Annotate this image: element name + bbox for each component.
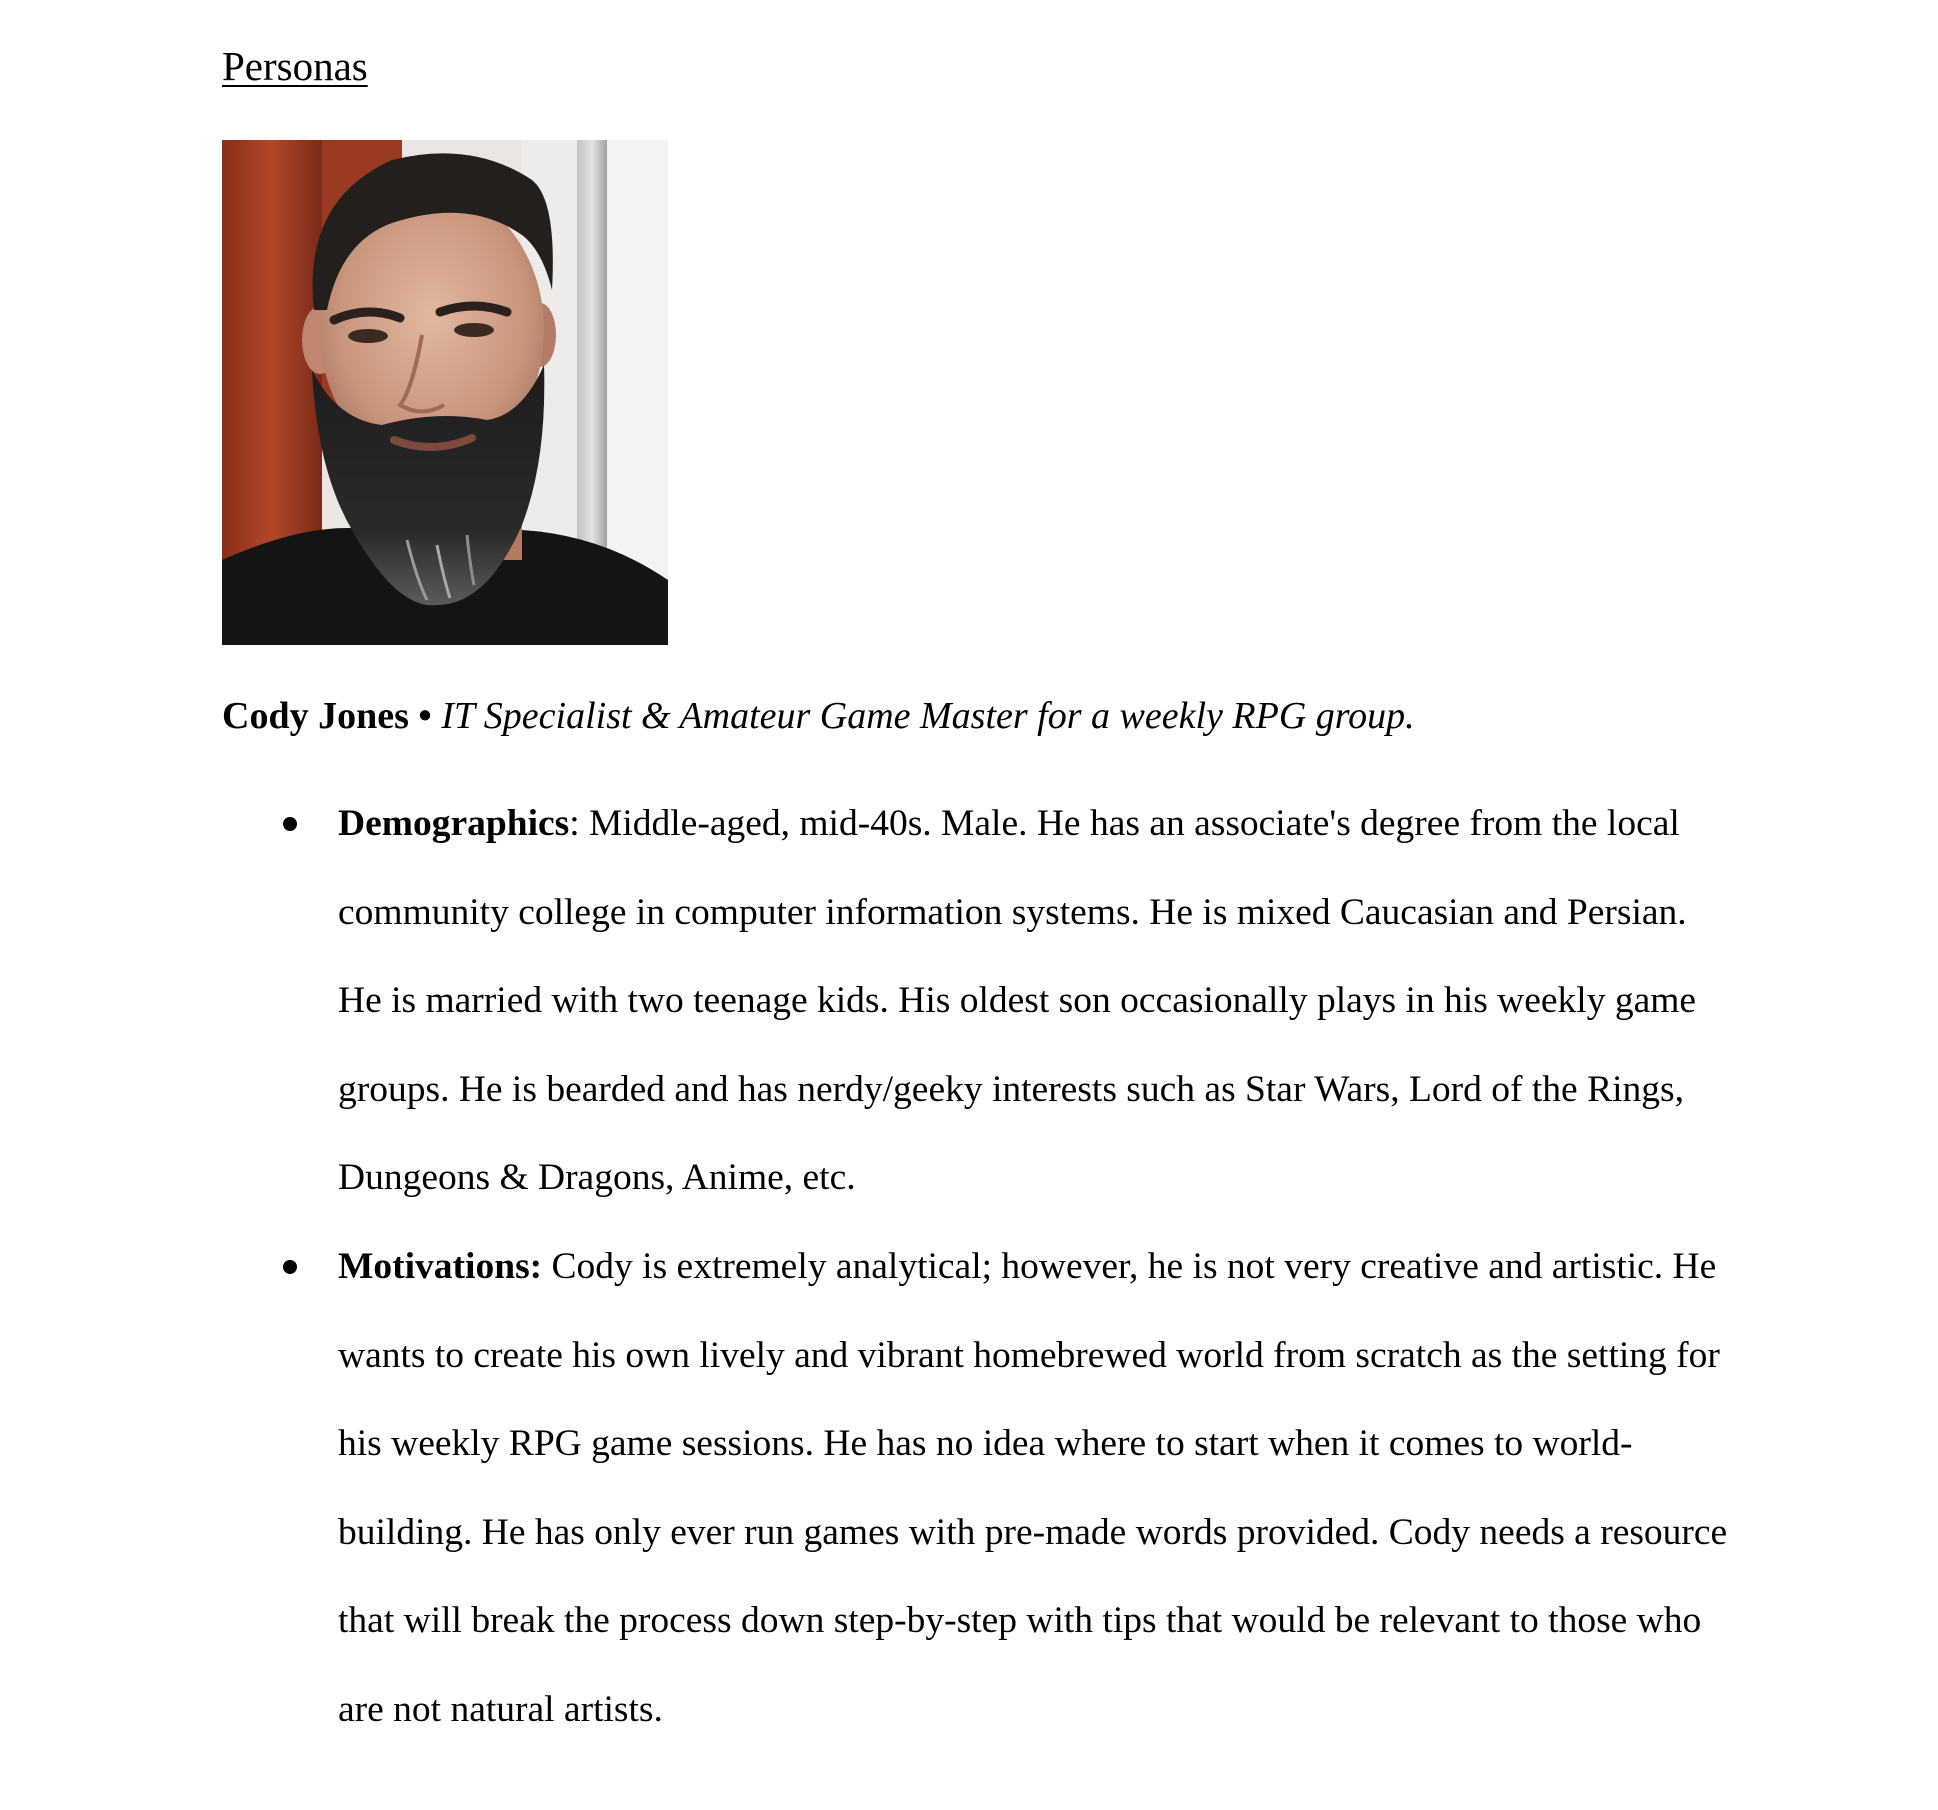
bullet-icon bbox=[283, 1260, 297, 1274]
page-heading: Personas bbox=[222, 43, 368, 89]
persona-details-list bbox=[338, 780, 1738, 1755]
motivations-label: Motivations: bbox=[338, 1245, 543, 1287]
persona-name: Cody Jones bbox=[222, 695, 409, 737]
bullet-icon bbox=[283, 817, 297, 831]
persona-title-line bbox=[222, 690, 1415, 742]
demographics-text: Middle-aged, mid-40s. Male. He has an associate's degree from the local community college in computer information systems. He is mixed Caucasian and Persian. He is married with two teenage kids. His oldest son occasionally plays in his weekly game groups. He is bearded and has nerdy/geeky interests such as Star Wars, Lord of the Rings, Dungeons & Dragons, Anime, etc. bbox=[338, 803, 1697, 1199]
demographics-label: Demographics bbox=[338, 803, 570, 844]
motivations-text: Cody is extremely analytical; however, he is not very creative and artistic. He wants to create his own lively and vibrant homebrewed world from scratch as the setting for his weekly RPG game sessions. He has no idea where to start when it comes to world-building. He has only ever run games with pre-made words provided. Cody needs a resource that will break the process down step-by-step with tips that would be relevant to those who are not natural artists. bbox=[338, 1245, 1728, 1730]
persona-role: IT Specialist & Amateur Game Master for a weekly RPG group. bbox=[441, 695, 1415, 737]
persona-separator: • bbox=[408, 695, 442, 737]
demographics-label-suffix: : bbox=[569, 803, 580, 844]
portrait-photo bbox=[222, 140, 668, 645]
list-item-motivations bbox=[338, 1223, 1738, 1755]
list-item-demographics bbox=[338, 780, 1738, 1223]
